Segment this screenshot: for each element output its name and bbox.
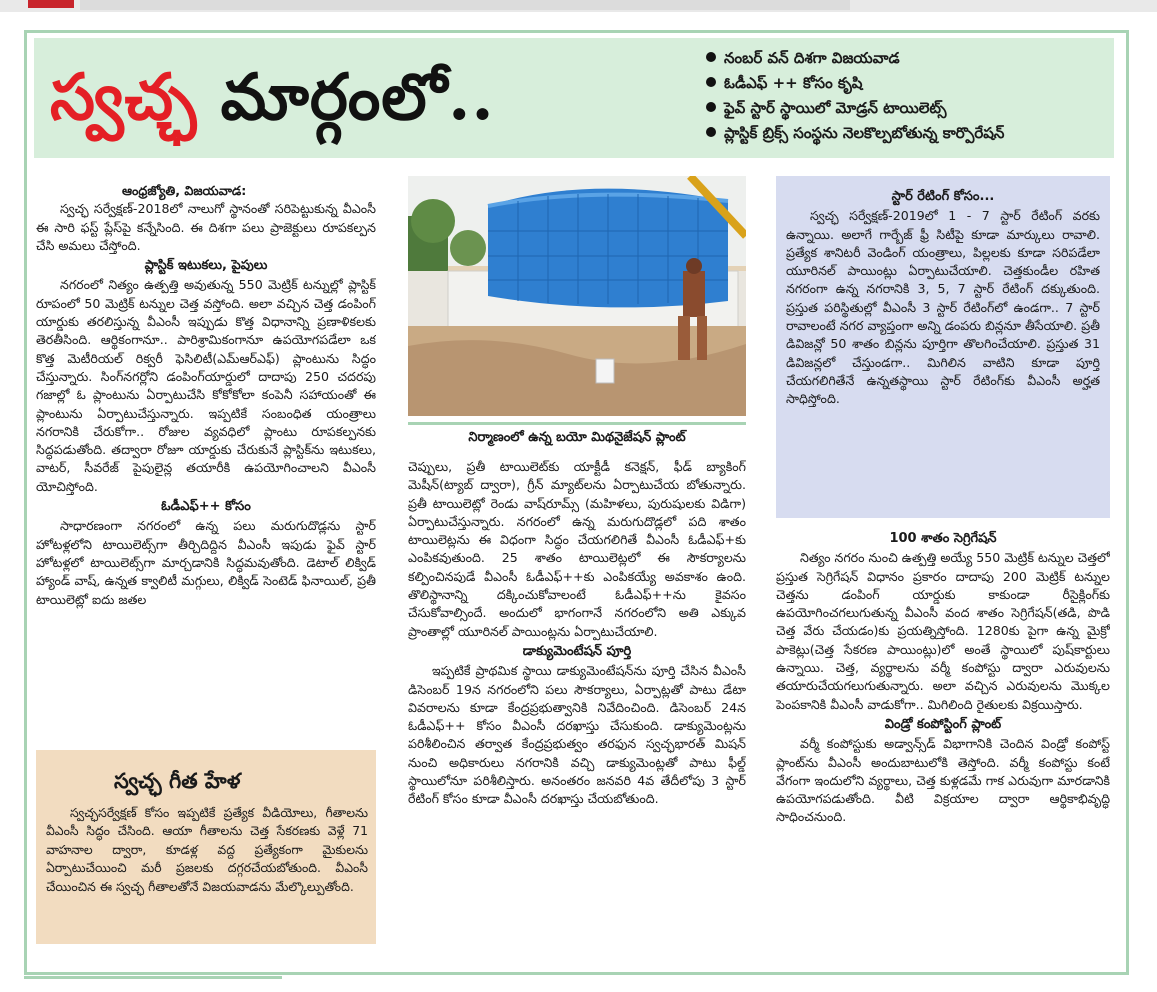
paragraph-documentation: ఇప్పటికే ప్రాథమిక స్థాయి డాక్యుమెంటేషన్‌ను పూర్తి చేసిన వీఎంసీ డిసెంబర్ 19న నగరంలోని పలు సౌకర్యాలు, ఏర్పాట్లతో పాటు డేటా వివరాలను కూడా కేంద్రప్రభుత్వానికి నివేదించింది. డిసెంబర్ 24న ఓడీఎఫ్++ కోసం వీఎంసీ దరఖాస్తు చేసుకుంది. డాక్యుమెంట్లను పరిశీలించిన తర్వాత కేంద్రప్రభుత్వం తరఫున స్వచ్ఛభారత్ మిషన్ నుంచి అధికారులు నగరానికి వచ్చి డాక్యుమెంట్లతో పాటు ఫీల్డ్ స్థాయిలోనూ పరిశీలిస్తారు. అనంతరం జనవరి 4వ తేదీలోపు 3 స్టార్ రేటింగ్ కోసం కూడా వీఎంసీ దరఖాస్తు చేయబోతుంది. bbox=[408, 663, 746, 807]
bullet-item: ఓడీఎఫ్ ++ కోసం కృషి bbox=[706, 71, 1106, 96]
photo-caption: నిర్మాణంలో ఉన్న బయో మిథనైజేషన్ ప్లాంట్ bbox=[468, 430, 686, 445]
star-rating-content bbox=[786, 186, 1100, 516]
headline bbox=[50, 40, 495, 155]
top-strip-bar bbox=[80, 0, 850, 10]
top-strip bbox=[0, 0, 1157, 12]
subheading-star-rating: స్టార్ రేటింగ్ కోసం... bbox=[891, 189, 995, 204]
bullet-icon bbox=[706, 127, 716, 137]
dateline: ఆంధ్రజ్యోతి, విజయవాడ: bbox=[122, 183, 247, 198]
photo-bio-methanation-plant bbox=[408, 176, 746, 416]
song-box bbox=[36, 750, 376, 944]
song-box-body: స్వచ్ఛసర్వేక్షణ్ కోసం ఇప్పటికే ప్రత్యేక వీడియోలు, గీతాలను వీఎంసీ సిద్ధం చేసింది. ఆయా గీతాలను చెత్త సేకరణకు వెళ్లే 71 వాహనాల ద్వారా, కూడళ్ల వద్ద ప్రత్యేకంగా మైకులను ఏర్పాటుచేయించి మరీ ప్రజలకు దగ్గరచేయబోతుంది. వీఎంసీ చేయించిన ఈ స్వచ్ఛ గీతాలతోనే విజయవాడను మేల్కొల్పుతోంది. bbox=[46, 805, 368, 894]
photo-illustration bbox=[408, 176, 746, 416]
bullet-item: ప్లాస్టిక్ బ్రిక్స్ సంస్థను నెలకొల్పబోతున్న కార్పొరేషన్ bbox=[706, 121, 1106, 146]
paragraph-windrow: వర్మీ కంపోస్టుకు అడ్వాన్స్‌డ్ విభాగానికి చెందిన విండ్రో కంపోస్ట్ ప్లాంట్‌ను వీఎంసీ అందుబాటులోకి తెస్తోంది. వర్మీ కంపోస్టు కంటే వేగంగా ఇందులోని వ్యర్థాలు, చెత్త కుళ్లడమే గాక ఎరువుగా మారడానికి ఉపయోగపడుతోంది. వీటి విక్రయాల ద్వారా ఆర్థికాభివృద్ధి సాధించనుంది. bbox=[776, 736, 1110, 825]
paragraph-continued: చెప్పులు, ప్రతీ టాయిలెట్‌కు యాక్టీడీ కనెక్షన్, ఫీడ్ బ్యాకింగ్ మెషీన్(ట్యాబ్ ద్వారా), గ్రీన్ మ్యాట్‌లను ఏర్పాటుచేయ బోతున్నారు. ప్రతీ టాయిలెట్లో రెండు వాష్‌రూమ్స్ (మహిళలు, పురుషులకు విడిగా) ఏర్పాటుచేస్తున్నారు. నగరంలో ఉన్న మరుగుదొడ్లలో పది శాతం టాయిలెట్లను ఈ విధంగా సిద్ధం చేయగలిగితే వీఎంసీ ఓడీఎఫ్+కు ఎంపికవుతుంది. 25 శాతం టాయిలెట్లలో ఈ సౌకర్యాలను కల్పించినపుడే వీఎంసీ ఓడీఎఫ్++కు ఎంపికయ్యే అవకాశం ఉంది. తొలిస్థానాన్ని దక్కించుకోవాలంటే ఓడీఎఫ్++ను కైవసం చేసుకోవాల్సిందే. అందులో భాగంగానే నగరంలోని అతి ఎక్కువ ప్రాంతాల్లో యూరినల్ పాయింట్లను ఏర్పాటుచేయాలి. bbox=[408, 459, 746, 639]
intro-paragraph: స్వచ్ఛ సర్వేక్షణ్-2018లో నాలుగో స్థానంతో సరిపెట్టుకున్న వీఎంసీ ఈ సారి ఫస్ట్ ప్లేస్‌పై కన్నేసింది. ఈ దిశగా పలు ప్రాజెక్టులు రూపకల్పన చేసి అమలు చేస్తోంది. bbox=[36, 201, 376, 253]
bullet-item: ఫైవ్ స్టార్ స్థాయిలో మోడ్రన్ టాయిలెట్స్ bbox=[706, 96, 1106, 121]
bullet-icon bbox=[706, 102, 716, 112]
paragraph-star-rating: స్వచ్ఛ సర్వేక్షణ్-2019లో 1 - 7 స్టార్ రేటింగ్ వరకు ఉన్నాయి. అలాగే గార్బేజ్ ఫ్రీ సిటీపై కూడా మార్కులు రావాలి. ప్రత్యేక శానిటరీ వెండింగ్ యంత్రాలు, పిల్లలకు కూడా సరిపడేలా యూరినల్ పాయింట్లు ఏర్పాటుచేయాలి. చెత్తకుండీల రహిత నగరంగా ఉన్న నగరానికి 3, 5, 7 స్టార్ రేటింగ్ దక్కుతుంది. ప్రస్తుత పరిస్థితుల్లో వీఎంసీ 3 స్టార్ రేటింగ్‌లో ఉండగా.. 7 స్టార్ రావాలంటే నగర వ్యాప్తంగా అన్ని డంపరు బిన్లనూ తీసేయాలి. ప్రతీ డివిజన్లో 50 శాతం బిన్లను పూర్తిగా తొలగించేయాలి. ప్రస్తుత 31 డివిజన్లలో చేస్తుండగా.. మిగిలిన వాటిని కూడా పూర్తి చేయగలిగితేనే ఉన్నతస్థాయి స్టార్ రేటింగ్‌కు వీఎంసీ అర్హత సాధిస్తోంది. bbox=[786, 208, 1100, 407]
caption-rule bbox=[408, 422, 746, 425]
bullet-icon bbox=[706, 52, 716, 62]
bullet-item: నంబర్ వన్ దిశగా విజయవాడ bbox=[706, 46, 1106, 71]
column-right bbox=[776, 528, 1110, 948]
subheading-odf: ఓడీఎఫ్++ కోసం bbox=[161, 499, 251, 515]
column-middle bbox=[408, 458, 746, 958]
footer-rule bbox=[24, 976, 282, 979]
bullet-icon bbox=[706, 77, 716, 87]
subheading-documentation: డాక్యుమెంటేషన్ పూర్తి bbox=[522, 643, 632, 659]
column-left bbox=[36, 182, 376, 746]
song-box-title: స్వచ్ఛ గీత హేళ bbox=[114, 768, 241, 793]
song-box-title-wrap bbox=[114, 768, 240, 799]
paragraph-odf: సాధారణంగా నగరంలో ఉన్న పలు మరుగుదొడ్లను స్టార్ హోటళ్లలోని టాయిలెట్స్‌గా తీర్చిదిద్దిన వీఎంసీ ఇపుడు ఫైవ్ స్టార్ హోటళ్లలో టాయిలెట్స్‌గా మార్చడానికి సిద్ధమవుతోంది. డెటాల్ లిక్విడ్ హ్యాండ్ వాష్, ఉన్నత క్వాలిటీ మగ్గులు, లిక్విడ్ సెంటెడ్ ఫినాయిల్, ప్రతీ టాయిలెట్లో ఐదు జతల bbox=[36, 518, 376, 607]
headline-bullets bbox=[706, 46, 1106, 146]
paragraph-plastic: నగరంలో నిత్యం ఉత్పత్తి అవుతున్న 550 మెట్రిక్ టన్నుల్లో ప్లాస్టిక్ రూపంలో 50 మెట్రిక్ టన్నుల చెత్త వస్తోంది. అలా వచ్చిన చెత్త డంపింగ్ యార్డుకు తరలిస్తున్న వీఎంసీ ఇప్పుడు కొత్త విధానాన్ని ప్రణాళికలకు తెరతీసింది. ఆర్థికంగానూ.. పారిశ్రామికంగానూ ఉపయోగపడేలా ఒక కొత్త మెటీరియల్ రిక్వరీ ఫెసిలిటీ(ఎమ్ఆర్ఎఫ్) ప్లాంటును సిద్ధం చేస్తున్నారు. సింగ్‌నగర్లోని డంపింగ్‌యార్డులో దాదాపు 250 చదరపు గజాల్లో ఓ ప్లాంటును ఏర్పాటుచేసి కోకోకోలా కంపెనీ సహాయంతో ఈ ప్లాంటును ఏర్పాటుచేస్తున్నారు. ఇప్పటికే సంబంధిత యంత్రాలు నగరానికి చేరుకోగా.. రోజుల వ్యవధిలో ప్లాంటు రూపకల్పనకు సిద్ధపడుతోంది. తద్వారా రోజూ యార్డుకు చేరుకునే ప్లాస్టిక్‌ను ఇటుకలు, వాటర్, సీవరేజ్ పైపులైన్ల తయారీకి ఉపయోగించాలని వీఎంసీ యోచిస్తోంది. bbox=[36, 277, 376, 494]
headline-black: మార్గంలో.. bbox=[220, 60, 495, 135]
subheading-plastic: ప్లాస్టిక్ ఇటుకలు, పైపులు bbox=[144, 258, 268, 274]
song-box-body-wrap bbox=[46, 804, 368, 938]
subheading-windrow: విండ్రో కంపోస్టింగ్ ప్లాంట్ bbox=[884, 716, 1002, 732]
paragraph-segregation: నిత్యం నగరం నుంచి ఉత్పత్తి అయ్యే 550 మెట్రిక్ టన్నుల చెత్తలో ప్రస్తుత సెగ్రిగేషన్ విధానం ప్రకారం దాదాపు 200 మెట్రిక్ టన్నుల చెత్తను డంపింగ్ యార్డుకు కాకుండా రీసైక్లింగ్‌కు ఉపయోగించగలుగుతున్న వీఎంసీ వంద శాతం సెగ్రిగేషన్(తడి, పొడి చెత్త వేరు చేయడం)కు ప్రయత్నిస్తోంది. 1280కు పైగా ఉన్న మైక్రో పాకెట్లు(చెత్త సేకరణ పాయింట్లు)లో అంతే స్థాయిలో పుష్‌కార్టులు ఉన్నాయి. చెత్త, వ్యర్థాలను వర్మీ కంపోస్టు ద్వారా ఎరువులను తయారుచేయగలుగుతున్నారు. అలా వచ్చిన ఎరువులను మొక్కల పెంపకానికి వీఎంసీ వాడుకోగా.. మిగిలింది రైతులకు విక్రయిస్తారు. bbox=[776, 550, 1110, 712]
subheading-segregation: 100 శాతం సెగ్రిగేషన్ bbox=[889, 531, 997, 546]
top-strip-marker bbox=[28, 0, 74, 8]
headline-red: స్వచ్ఛ bbox=[50, 60, 198, 135]
